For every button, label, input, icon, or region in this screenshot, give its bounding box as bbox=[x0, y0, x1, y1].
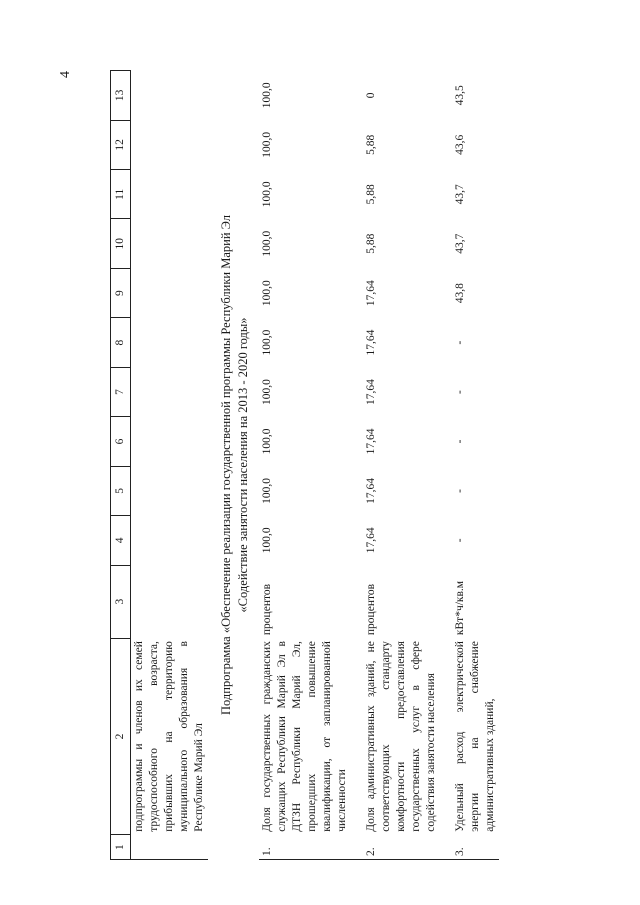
indicator-table bbox=[110, 70, 499, 860]
value-cell: 43,8 bbox=[453, 283, 466, 304]
indicator-name: Доля административных зданий, не соответствующих стандарту комфортности предоставления государственных услуг в сфере содействия занятости населения bbox=[365, 641, 437, 832]
value-cell: 43,7 bbox=[453, 233, 466, 254]
value-cell: 100,0 bbox=[261, 280, 274, 307]
value-cell: - bbox=[453, 538, 466, 543]
value-cell: 17,64 bbox=[365, 329, 377, 356]
column-header: 4 bbox=[111, 516, 131, 565]
value-cell: 5,88 bbox=[365, 184, 377, 205]
column-header: 11 bbox=[111, 170, 131, 219]
value-cell: 5,88 bbox=[365, 134, 377, 155]
page-number: 4 bbox=[58, 71, 73, 78]
column-header: 7 bbox=[111, 367, 131, 416]
unit: кВт*ч/кв.м bbox=[453, 580, 466, 636]
row-number: 2. bbox=[363, 835, 440, 860]
column-header: 12 bbox=[111, 120, 131, 169]
table-row bbox=[363, 71, 440, 860]
value-cell: 43,7 bbox=[453, 184, 466, 205]
value-cell: 17,64 bbox=[365, 280, 377, 307]
column-header-row bbox=[111, 71, 131, 860]
column-header: 13 bbox=[111, 71, 131, 121]
unit: процентов bbox=[365, 583, 377, 636]
value-cell: 100,0 bbox=[261, 428, 274, 455]
value-cell: 43,5 bbox=[453, 85, 466, 106]
value-cell: - bbox=[453, 439, 466, 444]
indicator-table-sheet bbox=[110, 70, 530, 860]
column-header: 9 bbox=[111, 268, 131, 317]
value-cell: 100,0 bbox=[261, 477, 274, 504]
column-header: 3 bbox=[111, 565, 131, 638]
value-cell: 5,88 bbox=[365, 233, 377, 254]
subprogram-title-row bbox=[208, 71, 260, 860]
row-number: 3. bbox=[452, 835, 499, 860]
indicator-name: Удельный расход электрической энергии на снабжение административных зданий, bbox=[453, 641, 496, 832]
column-header: 10 bbox=[111, 219, 131, 268]
value-cell: 43,6 bbox=[453, 134, 466, 155]
column-header: 2 bbox=[111, 638, 131, 835]
value-cell: 17,64 bbox=[365, 527, 377, 554]
table-row bbox=[452, 71, 499, 860]
value-cell: 0 bbox=[365, 92, 377, 99]
value-cell: 100,0 bbox=[261, 527, 274, 554]
value-cell: 100,0 bbox=[261, 131, 274, 158]
indicator-name: Доля государственных гражданских служащих Республики Марий Эл в ДТЗН Республики Марий Эл, прошедших повышение квалификации, от запланированной численности bbox=[261, 641, 349, 832]
value-cell: - bbox=[453, 488, 466, 493]
table-row bbox=[130, 71, 207, 860]
value-cell: 100,0 bbox=[261, 82, 274, 109]
unit: процентов bbox=[261, 583, 274, 636]
subprogram-title: Подпрограмма «Обеспечение реализации государственной программы Республики Марий Эл «Содействие занятости населения на 2013 - 2020 годы» bbox=[218, 215, 250, 715]
column-header: 5 bbox=[111, 466, 131, 515]
value-cell: - bbox=[453, 340, 466, 345]
column-header: 6 bbox=[111, 417, 131, 466]
value-cell: 17,64 bbox=[365, 477, 377, 504]
row-number: 1. bbox=[259, 835, 351, 860]
column-header: 1 bbox=[111, 835, 131, 860]
indicator-name: подпрограммы и членов их семей трудоспособного возраста, прибывших на территорию муниципального образования в Республике Марий Эл bbox=[132, 641, 205, 832]
value-cell: 100,0 bbox=[261, 230, 274, 257]
value-cell: 100,0 bbox=[261, 181, 274, 208]
table-row bbox=[259, 71, 351, 860]
column-header: 8 bbox=[111, 318, 131, 367]
value-cell: 17,64 bbox=[365, 379, 377, 405]
value-cell: 100,0 bbox=[261, 329, 274, 356]
value-cell: 17,64 bbox=[365, 428, 377, 455]
value-cell: - bbox=[453, 390, 466, 394]
value-cell: 100,0 bbox=[261, 379, 274, 405]
